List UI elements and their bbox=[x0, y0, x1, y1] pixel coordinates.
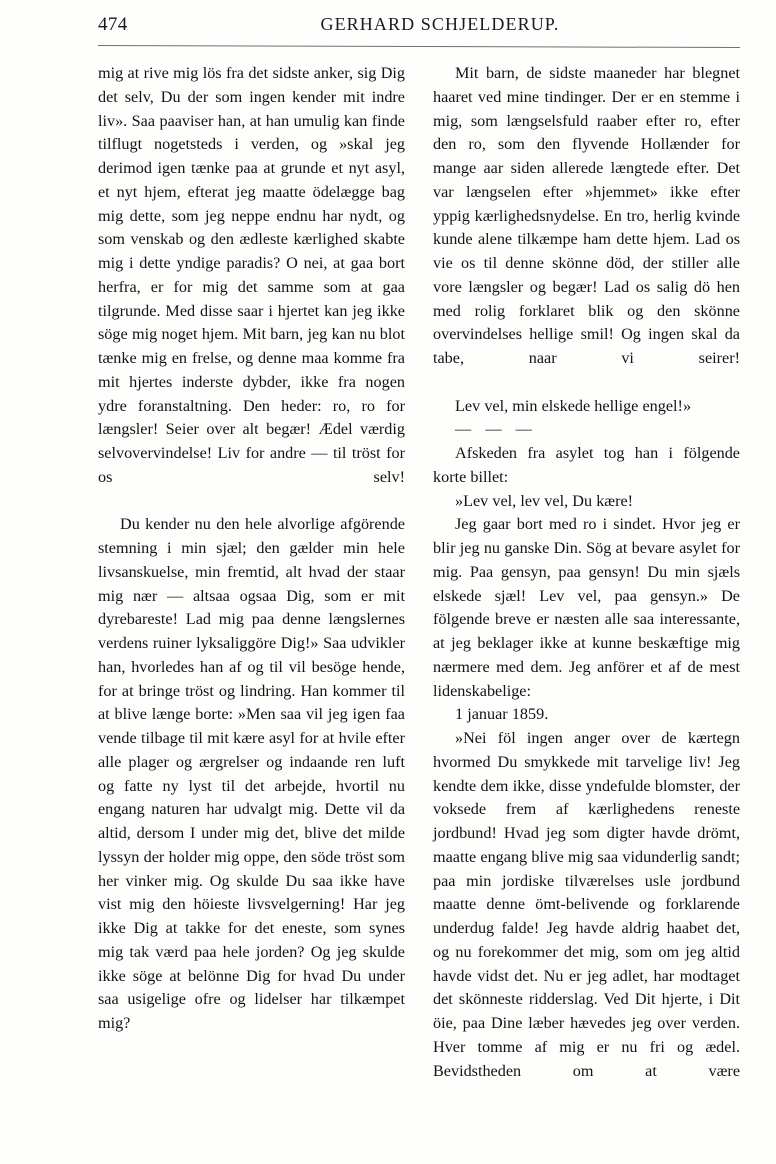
paragraph: »Lev vel, lev vel, Du kære! bbox=[455, 491, 634, 510]
paragraph: Jeg gaar bort med ro i sindet. Hvor jeg er blir jeg nu ganske Din. Sög at bevare asylet for mig. Paa gensyn, paa gensyn! Du min sjæls elskede sjæl! Lev vel, paa gensyn.» De fölgende breve er næsten alle saa interessante, at jeg beklager ikke at kunne beskæftige mig nærmere med dem. Jeg anförer et af de mest lidenskabelige: bbox=[433, 515, 740, 700]
paragraph: Mit barn, de sidste maaneder har blegnet haaret ved mine tindinger. Der er en stemme i mig, som længselsfuld raaber efter ro, efter den ro, som den flyvende Hollænder for mange aar siden allerede længtede efter. Det var længselen efter »hjemmet» ikke efter yppig kærlighedsnydelse. En tro, herlig kvinde kunde alene tilkæmpe ham dette hjem. Lad os vie os til denne skönne död, der stiller alle vore længsler og begær! Lad os salig dö hen med rolig forklaret blik og den skönne overvindelses hellige smil! Og ingen skal da tabe, naar vi seirer! bbox=[433, 64, 740, 367]
right-column bbox=[433, 62, 740, 1080]
text-body bbox=[98, 62, 740, 1080]
paragraph: mig at rive mig lös fra det sidste anker, sig Dig det selv, Du der som ingen kender mit indre liv». Saa paaviser han, at han umulig kan finde tilflugt nogetsteds i verden, og »skal jeg derimod igen tænke paa at grunde et nyt asyl, et nyt hjem, efterat jeg maatte ödelægge bag mig dette, som jeg neppe endnu har nydt, og som venskab og den ædleste kærlighed skabte mig i dette yndige paradis? O nei, at gaa bort herfra, er for mig det samme som at gaa tilgrunde. Med disse saar i hjertet kan jeg ikke söge mig noget hjem. Mit barn, jeg kan nu blot tænke mig en frelse, og denne maa komme fra mit hjertes inderste dybder, ikke fra nogen ydre foranstaltning. Den heder: ro, ro for længsler! Seier over alt begær! Ædel værdig selvovervindelse! Liv for andre — til tröst for os selv! bbox=[98, 64, 405, 486]
paragraph: 1 januar 1859. bbox=[455, 705, 549, 724]
paragraph-separator: — — — bbox=[455, 420, 537, 439]
page-number: 474 bbox=[98, 14, 128, 35]
paragraph: Du kender nu den hele alvorlige afgörende stemning i min sjæl; den gælder min hele livsanskuelse, min fremtid, alt hvad der staar mig nær — altsaa ogsaa Dig, som er mit dyrebareste! Lad mig paa denne længslernes verdens ruiner lyksaliggöre Dig!» Saa udvikler han, hvorledes han af og til vil besöge hende, for at bringe tröst og lindring. Han kommer til at blive længe borte: »Men saa vil jeg igen faa vende tilbage til mit kære asyl for at hvile efter alle plager og ærgrelser og indaande ren luft og fatte ny lyst til det arbejde, hvortil nu engang naturen har udvalgt mig. Dette vil da altid, dersom I under mig det, blive det milde lyssyn der holder mig oppe, den söde tröst som her vinker mig. Og skulde Du saa ikke have vist mig den höieste livsvelgerning! Har jeg ikke Dig at takke for det eneste, som synes mig tak værd paa hele jorden? Og jeg skulde ikke söge at belönne Dig for hvad Du under saa usigelige ofre og lidelser har tilkæmpet mig? bbox=[98, 515, 405, 1032]
page-header bbox=[98, 14, 738, 42]
paragraph: »Nei föl ingen anger over de kærtegn hvormed Du smykkede mit tarvelige liv! Jeg kendte dem ikke, disse yndefulde blomster, der voksede frem af kærlighedens reneste jordbund! Hvad jeg som digter havde drömt, maatte engang blive mig saa vidunderlig sandt; paa min jordiske tilværelses usle jordbund maatte denne ömt-belivende og forklarende underdug falde! Jeg havde aldrig haabet det, og nu forekommer det mig, som om jeg altid havde vidst det. Nu er jeg adlet, har modtaget det skönneste ridderslag. Ved Dit hjerte, i Dit öie, paa Dine læber hævedes jeg over verden. Hver tomme af mig er nu fri og ædel. Bevidstheden om at være bbox=[433, 729, 740, 1080]
running-head: GERHARD SCHJELDERUP. bbox=[320, 14, 560, 34]
header-rule bbox=[98, 45, 740, 48]
left-column bbox=[98, 62, 405, 1057]
paragraph: Lev vel, min elskede hellige engel!» bbox=[455, 396, 692, 415]
paragraph: Afskeden fra asylet tog han i fölgende korte billet: bbox=[433, 444, 740, 486]
